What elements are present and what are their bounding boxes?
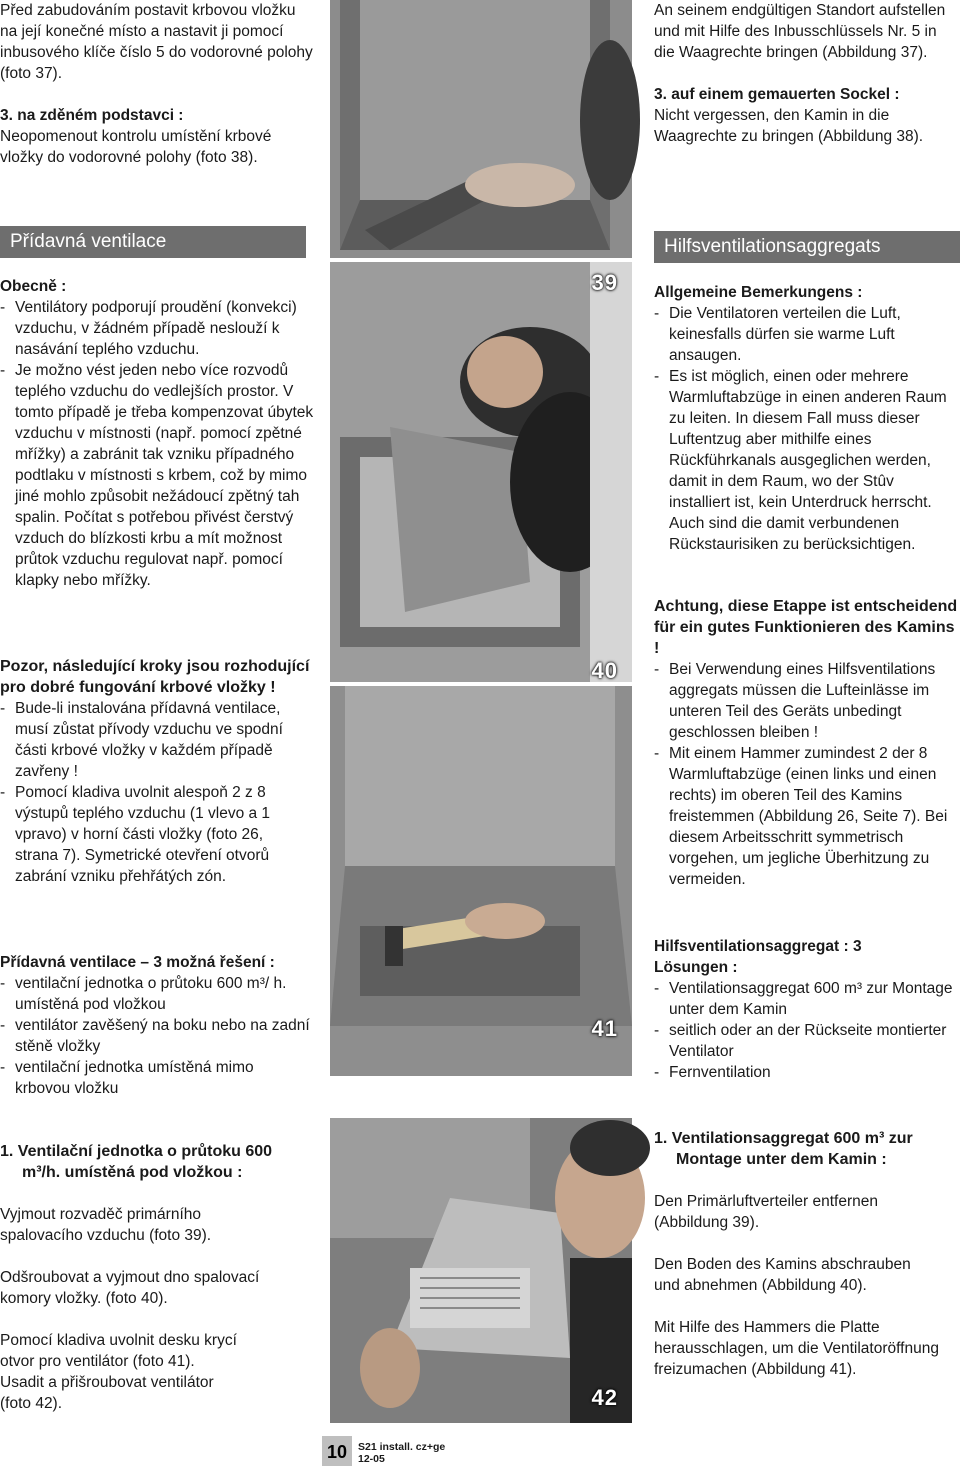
cz-unit-block: [0, 1141, 290, 1414]
cz-solutions-list: [0, 973, 312, 1099]
de-step-2: Den Boden des Kamins abschrauben und abnehmen (Abbildung 40).: [654, 1256, 911, 1294]
de-warning-list: [654, 659, 958, 890]
de-warning-heading: Achtung, diese Etappe ist entscheidend für ein gutes Funktionieren des Kamins !: [654, 598, 958, 657]
document-info: [358, 1441, 478, 1465]
cz-step-3: Pomocí kladiva uvolnit desku krycí otvor pro ventilátor (foto 41).: [0, 1332, 237, 1370]
photo-38-image: [330, 0, 632, 258]
photo-39-image: [330, 262, 632, 682]
photo-number-40: 40: [591, 658, 618, 683]
list-item: - Je možno vést jeden nebo více rozvodů teplého vzduchu do vedlejších prostor. V tomto případě je třeba kompenzovat úbytek vzduchu v místnosti (např. pomocí zpětné mřížky) a zabránit tak vzniku případného podtlaku v místnosti s krbem, což by mimo jiné mohlo způsobit nežádoucí zpětný tah spalin. Počítat s potřebou přivést čerstvý vzduch do blízkosti krbu a mít možnost průtok vzduchu regulovat např. pomocí klapky nebo mřížky.: [0, 360, 315, 591]
de-general-heading: Allgemeine Bemerkungens :: [654, 284, 863, 301]
cz-unit-heading: 1. Ventilační jednotka o průtoku 600 m³/h. umístěná pod vložkou :: [0, 1143, 273, 1181]
cz-masonry-heading: 3. na zděném podstavci :: [0, 107, 184, 124]
de-solutions-heading: Hilfsventilationsaggregat : 3 Lösungen :: [654, 938, 862, 976]
cz-general-list: [0, 297, 315, 591]
list-item: - Pomocí kladiva uvolnit alespoň 2 z 8 výstupů teplého vzduchu (1 vlevo a 1 vpravo) v horní části vložky (foto 26, strana 7). Symetrické otevření otvorů zabrání vzniku přehřátých zón.: [0, 782, 310, 887]
de-general-block: [654, 282, 958, 555]
cz-warning-block: [0, 656, 310, 887]
photo-number-41: 41: [591, 1016, 618, 1041]
photo-42-image: [330, 1118, 632, 1423]
de-unit-heading: 1. Ventilationsaggregat 600 m³ zur Montage unter dem Kamin :: [654, 1130, 913, 1168]
de-step-1: Den Primärluftverteiler entfernen (Abbildung 39).: [654, 1193, 878, 1231]
de-masonry-paragraph: Nicht vergessen, den Kamin in die Waagrechte zu bringen (Abbildung 38).: [654, 107, 924, 145]
de-warning-block: [654, 596, 958, 890]
cz-masonry-paragraph: Neopomenout kontrolu umístění krbové vložky do vodorovné polohy (foto 38).: [0, 128, 272, 166]
list-item: - Es ist möglich, einen oder mehrere Warmluftabzüge in einen anderen Raum zu leiten. In diesem Fall muss dieser Luftentzug aber mithilfe eines Rückführkanals ausgeglichen werden, damit in dem Raum, wo der Stûv installiert ist, kein Unterdruck herrscht. Auch sind die damit verbundenen Rückstaurisiken zu berücksichtigen.: [654, 366, 958, 555]
cz-general-heading: Obecně :: [0, 278, 67, 295]
photo-38: [330, 0, 632, 258]
document-date: 12-05: [358, 1453, 385, 1465]
list-item: - Ventilátory podporují proudění (konvekci) vzduchu, v žádném případě neslouží k nasávání teplého vzduchu.: [0, 297, 315, 360]
photo-number-42: 42: [591, 1385, 618, 1410]
photo-41-image: [330, 686, 632, 1076]
de-section-banner: Hilfsventilationsaggregats: [654, 231, 960, 263]
cz-warning-heading: Pozor, následující kroky jsou rozhodující pro dobré fungování krbové vložky !: [0, 658, 310, 696]
page-number: 10: [322, 1436, 352, 1466]
cz-top-paragraph: Před zabudováním postavit krbovou vložku na její konečné místo a nastavit ji pomocí inbusového klíče číslo 5 do vodorovné polohy (foto 37).: [0, 2, 313, 82]
list-item: - Bei Verwendung eines Hilfsventilations aggregats müssen die Lufteinlässe im unteren Teil des Geräts unbedingt geschlossen bleiben !: [654, 659, 958, 743]
list-item: - seitlich oder an der Rückseite montierter Ventilator: [654, 1020, 958, 1062]
cz-step-4: Usadit a přišroubovat ventilátor (foto 42).: [0, 1374, 214, 1412]
list-item: - Die Ventilatoren verteilen die Luft, keinesfalls dürfen sie warme Luft ansaugen.: [654, 303, 958, 366]
list-item: - ventilační jednotka o průtoku 600 m³/ h. umístěná pod vložkou: [0, 973, 312, 1015]
de-top-block: [654, 0, 958, 147]
cz-step-1: Vyjmout rozvaděč primárního spalovacího vzduchu (foto 39).: [0, 1206, 212, 1244]
cz-section-banner: Přídavná ventilace: [0, 226, 306, 258]
de-unit-block: [654, 1128, 958, 1380]
list-item: - ventilátor zavěšený na boku nebo na zadní stěně vložky: [0, 1015, 312, 1057]
de-masonry-heading: 3. auf einem gemauerten Sockel :: [654, 86, 900, 103]
photo-number-39: 39: [591, 270, 618, 295]
photo-39: [330, 262, 632, 682]
photo-40-41: [330, 658, 632, 1076]
list-item: - Bude-li instalována přídavná ventilace, musí zůstat přívody vzduchu ve spodní části krbové vložky v každém případě zavřeny !: [0, 698, 310, 782]
cz-general-block: [0, 276, 315, 591]
cz-top-block: [0, 0, 315, 168]
cz-warning-list: [0, 698, 310, 887]
de-general-list: [654, 303, 958, 555]
list-item: - Fernventilation: [654, 1062, 958, 1083]
de-solutions-list: [654, 978, 958, 1083]
de-solutions-block: [654, 936, 958, 1083]
cz-step-2: Odšroubovat a vyjmout dno spalovací komory vložky. (foto 40).: [0, 1269, 260, 1307]
document-code: S21 install. cz+ge: [358, 1441, 446, 1453]
photo-42: [330, 1118, 632, 1423]
list-item: - Mit einem Hammer zumindest 2 der 8 Warmluftabzüge (einen links und einen rechts) im oberen Teil des Kamins freistemmen (Abbildung 26, Seite 7). Bei diesem Arbeitsschritt symmetrisch vorgehen, um jegliche Überhitzung zu vermeiden.: [654, 743, 958, 890]
list-item: - ventilační jednotka umístěná mimo krbovou vložku: [0, 1057, 312, 1099]
de-top-paragraph: An seinem endgültigen Standort aufstellen und mit Hilfe des Inbusschlüssels Nr. 5 in die Waagrechte bringen (Abbildung 37).: [654, 2, 946, 61]
cz-solutions-block: [0, 952, 312, 1099]
cz-solutions-heading: Přídavná ventilace – 3 možná řešení :: [0, 954, 275, 971]
list-item: - Ventilationsaggregat 600 m³ zur Montage unter dem Kamin: [654, 978, 958, 1020]
de-step-3: Mit Hilfe des Hammers die Platte herausschlagen, um die Ventilatoröffnung freizumachen (Abbildung 41).: [654, 1319, 939, 1378]
